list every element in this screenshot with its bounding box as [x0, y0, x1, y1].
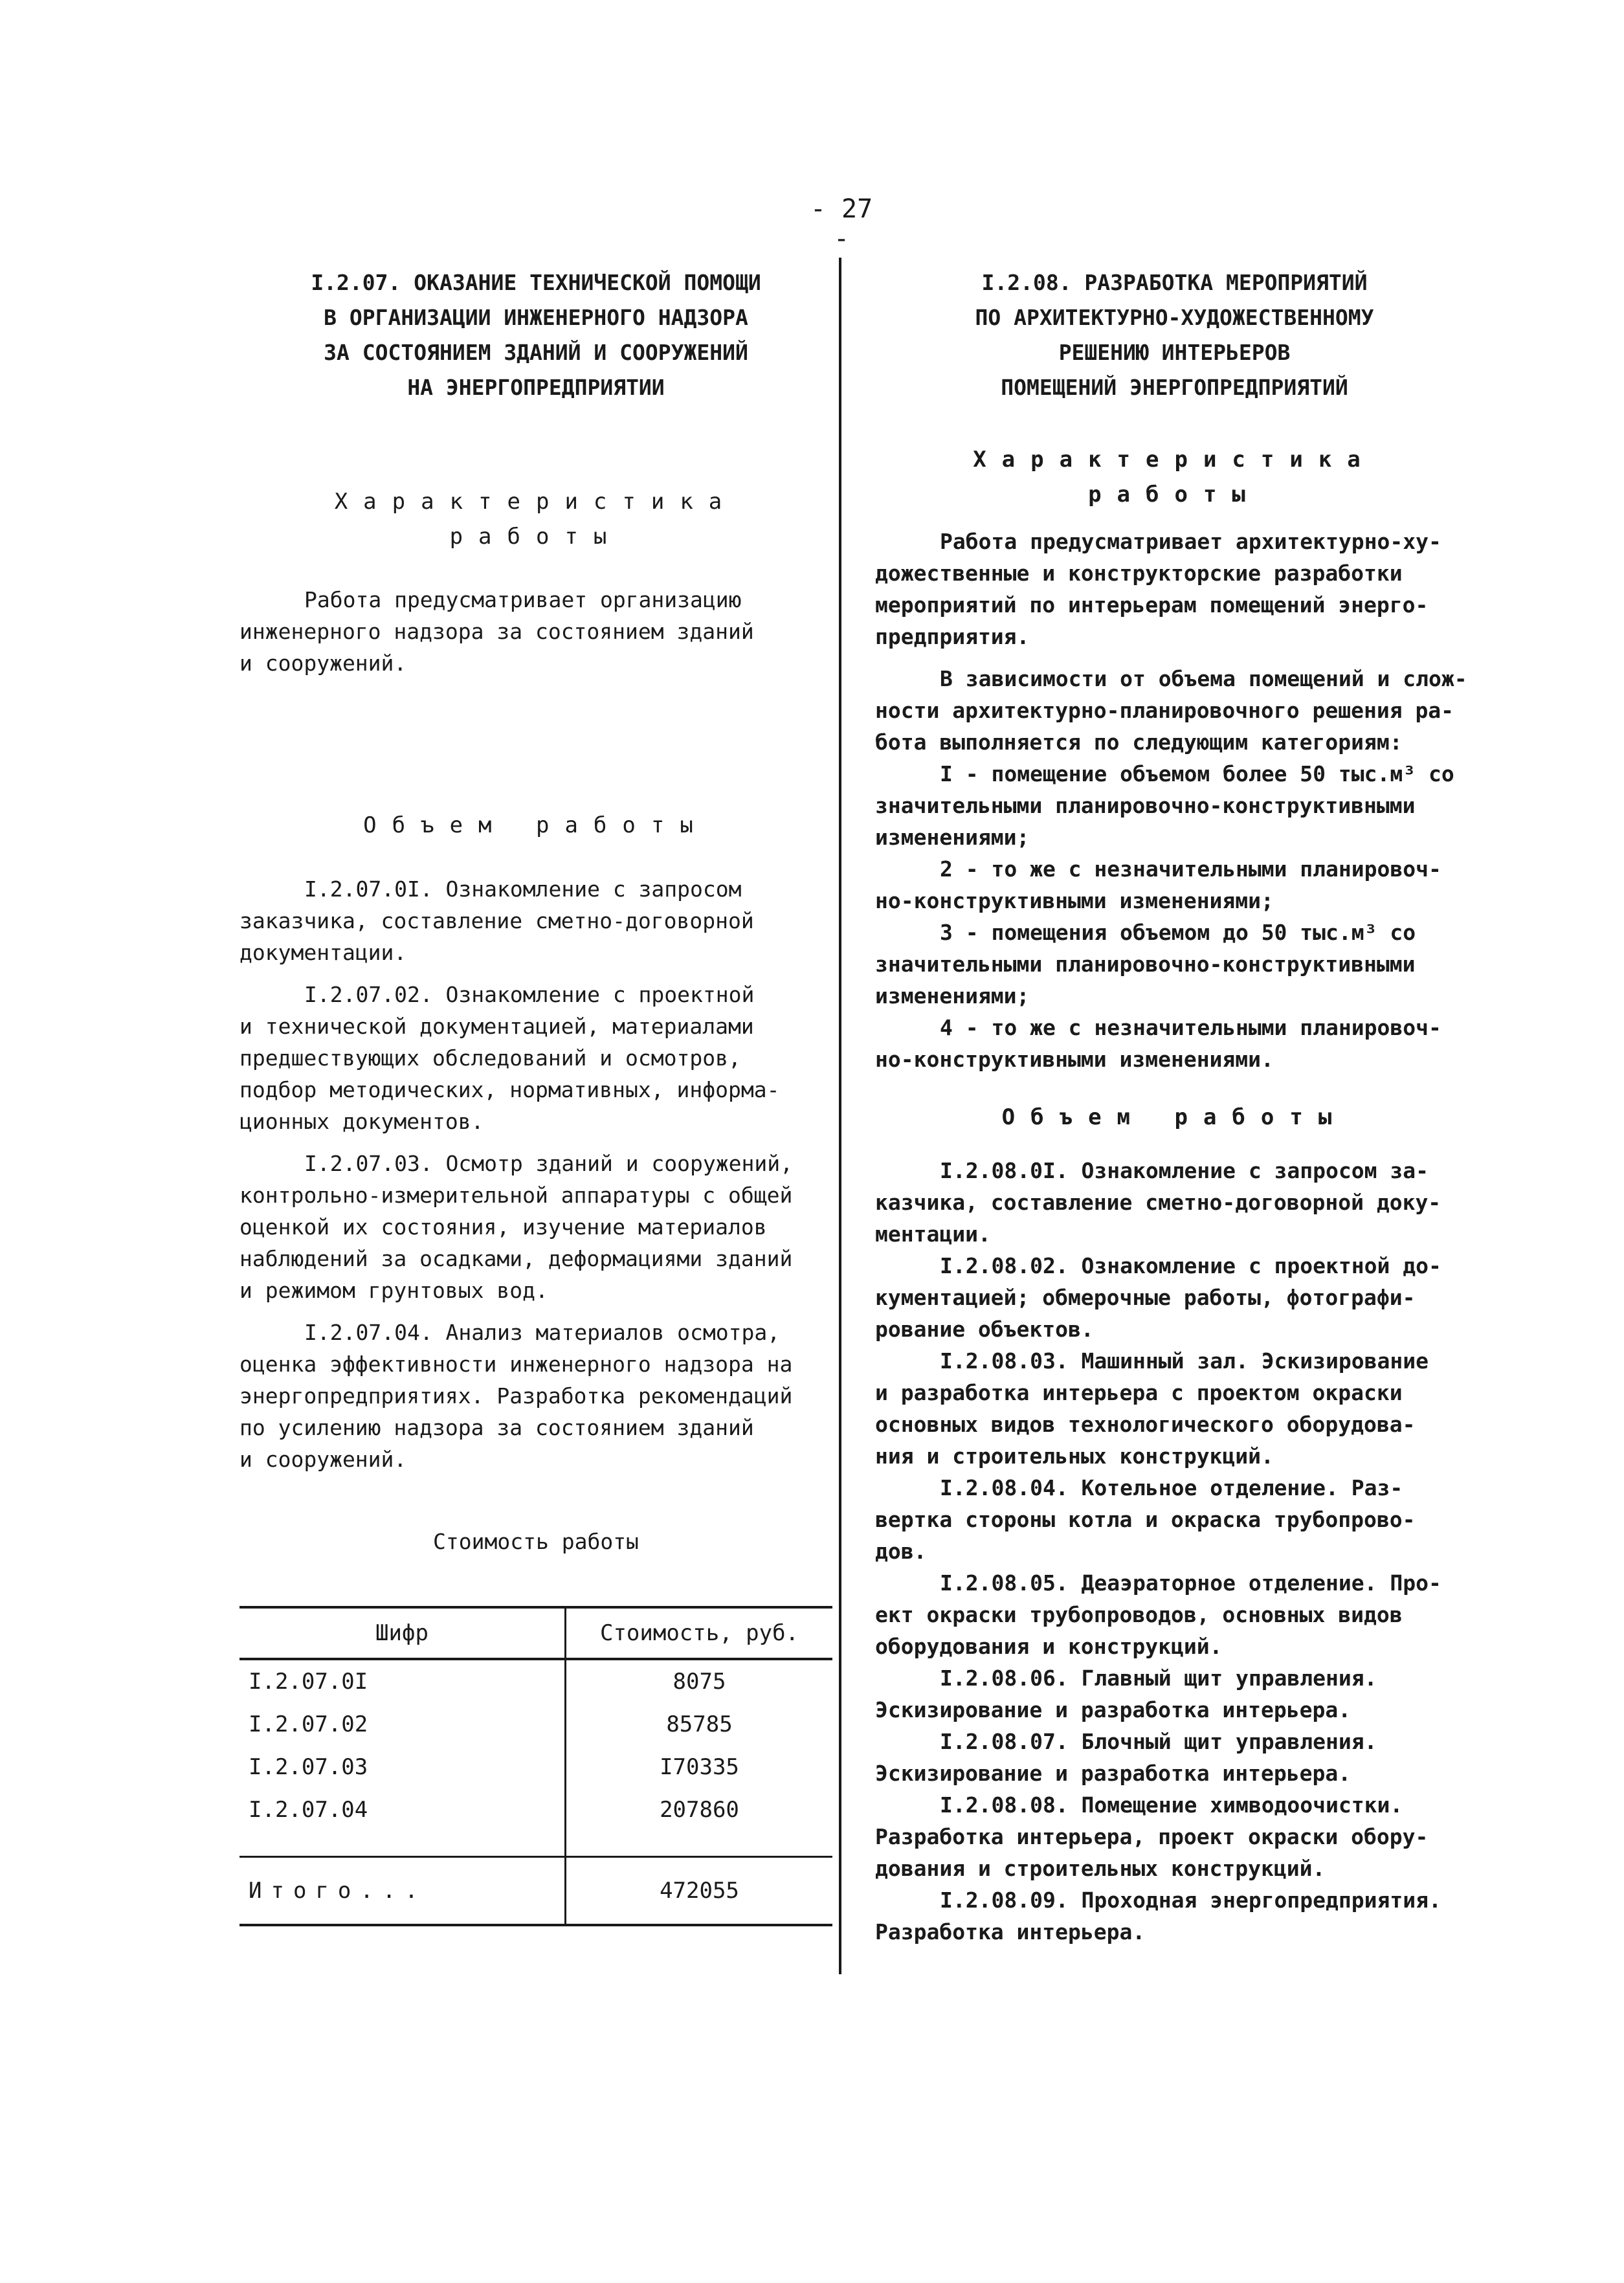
row-code: I.2.07.04 [239, 1788, 566, 1831]
right-char-block [875, 442, 1474, 512]
right-item-8: I.2.08.08. Помещение химводоочистки. Разработка интерьера, проект окраски обору- дования и строительных конструкций. [875, 1792, 1429, 1881]
left-items [239, 873, 832, 1475]
left-column [239, 265, 832, 405]
table-spacer [239, 1831, 832, 1857]
right-item-5: I.2.08.05. Деаэраторное отделение. Про- ект окраски трубопроводов, основных видов оборудования и конструкций. [875, 1570, 1441, 1659]
right-item-3: I.2.08.03. Машинный зал. Эскизирование и разработка интерьера с проектом окраски основных видов технологического оборудова- ния и строительных конструкций. [875, 1348, 1429, 1469]
cost-caption: Стоимость работы [433, 1529, 639, 1554]
right-items [875, 1155, 1474, 1948]
left-section-title: I.2.07. ОКАЗАНИЕ ТЕХНИЧЕСКОЙ ПОМОЩИ В ОРГАНИЗАЦИИ ИНЖЕНЕРНОГО НАДЗОРА ЗА СОСТОЯНИЕМ ЗДАНИЙ И СООРУЖЕНИЙ НА ЭНЕРГОПРЕДПРИЯТИИ [311, 270, 761, 400]
right-item-4: I.2.08.04. Котельное отделение. Раз- вертка стороны котла и окраска трубопрово- дов. [875, 1475, 1416, 1564]
col-header-code: Шифр [239, 1607, 566, 1659]
left-char-heading: Характеристика работы [334, 489, 738, 550]
total-label: Итого... [239, 1857, 566, 1926]
right-item-6: I.2.08.06. Главный щит управления. Эскизирование и разработка интерьера. [875, 1665, 1377, 1722]
left-char-block [239, 484, 832, 554]
left-item-4: I.2.07.04. Анализ материалов осмотра, оценка эффективности инженерного надзора на энергопредприятиях. Разработка рекомендаций по усилению надзора за состоянием зданий и сооружений. [239, 1320, 793, 1472]
table-row [239, 1788, 832, 1831]
right-column [875, 265, 1474, 405]
left-volume-heading: Объем работы [363, 812, 709, 838]
cost-table [239, 1606, 832, 1926]
right-paras [875, 526, 1474, 1075]
right-volume-heading: Объем работы [1001, 1104, 1348, 1130]
left-volume-block [239, 808, 832, 843]
right-item-9: I.2.08.09. Проходная энергопредприятия. Разработка интерьера. [875, 1888, 1441, 1944]
table-row [239, 1659, 832, 1703]
left-item-3: I.2.07.03. Осмотр зданий и сооружений, контрольно-измерительной аппаратуры с общей оценкой их состояния, изучение материалов наблюдений за осадками, деформациями зданий и режимом грунтовых вод. [239, 1151, 793, 1303]
row-value: 207860 [660, 1796, 739, 1823]
column-divider [839, 258, 841, 1974]
row-value: 8075 [673, 1668, 726, 1695]
cost-table-block [239, 1606, 832, 1926]
right-item-7: I.2.08.07. Блочный щит управления. Эскизирование и разработка интерьера. [875, 1729, 1377, 1786]
page-number: - 27 - [810, 194, 873, 254]
left-char-text-block [239, 584, 832, 679]
right-category-3: 3 - помещения объемом до 50 тыс.м³ со значительными планировочно-конструктивными изменениями; [875, 920, 1416, 1008]
right-char-heading: Характеристика работы [973, 447, 1376, 507]
right-category-4: 4 - то же с незначительными планировоч- но-конструктивными изменениями. [875, 1015, 1441, 1072]
right-item-2: I.2.08.02. Ознакомление с проектной до- кументацией; обмерочные работы, фотографи- рование объектов. [875, 1253, 1441, 1342]
left-char-text: Работа предусматривает организацию инженерного надзора за состоянием зданий и сооружений. [239, 587, 754, 676]
row-code: I.2.07.03 [239, 1746, 566, 1788]
right-volume-block [875, 1100, 1474, 1135]
row-value: 85785 [666, 1711, 733, 1737]
right-section-title: I.2.08. РАЗРАБОТКА МЕРОПРИЯТИЙ ПО АРХИТЕКТУРНО-ХУДОЖЕСТВЕННОМУ РЕШЕНИЮ ИНТЕРЬЕРОВ ПОМЕЩЕНИЙ ЭНЕРГОПРЕДПРИЯТИЙ [975, 270, 1374, 400]
right-item-1: I.2.08.0I. Ознакомление с запросом за- казчика, составление сметно-договорной доку- ментации. [875, 1158, 1441, 1247]
right-category-2: 2 - то же с незначительными планировоч- но-конструктивными изменениями; [875, 856, 1441, 913]
total-value: 472055 [566, 1857, 833, 1926]
cost-caption-block [239, 1526, 832, 1557]
col-header-cost: Стоимость, руб. [566, 1607, 833, 1659]
row-value: I70335 [660, 1754, 739, 1780]
right-para-1: Работа предусматривает архитектурно-ху- дожественные и конструкторские разработки мероприятий по интерьерам помещений энерго- предприятия. [875, 529, 1441, 649]
row-code: I.2.07.0I [239, 1659, 566, 1703]
right-category-1: I - помещение объемом более 50 тыс.м³ со значительными планировочно-конструктивными изменениями; [875, 761, 1454, 850]
left-item-2: I.2.07.02. Ознакомление с проектной и технической документацией, материалами предшествующих обследований и осмотров, подбор методических, нормативных, информа- ционных документов. [239, 982, 780, 1134]
right-para-2: В зависимости от объема помещений и слож- ности архитектурно-планировочного решения ра- бота выполняется по следующим категориям: [875, 666, 1467, 755]
row-code: I.2.07.02 [239, 1703, 566, 1746]
table-row [239, 1746, 832, 1788]
table-row [239, 1703, 832, 1746]
cost-table-header [239, 1607, 832, 1659]
left-item-1: I.2.07.0I. Ознакомление с запросом заказчика, составление сметно-договорной документации. [239, 876, 754, 965]
table-total-row [239, 1857, 832, 1926]
